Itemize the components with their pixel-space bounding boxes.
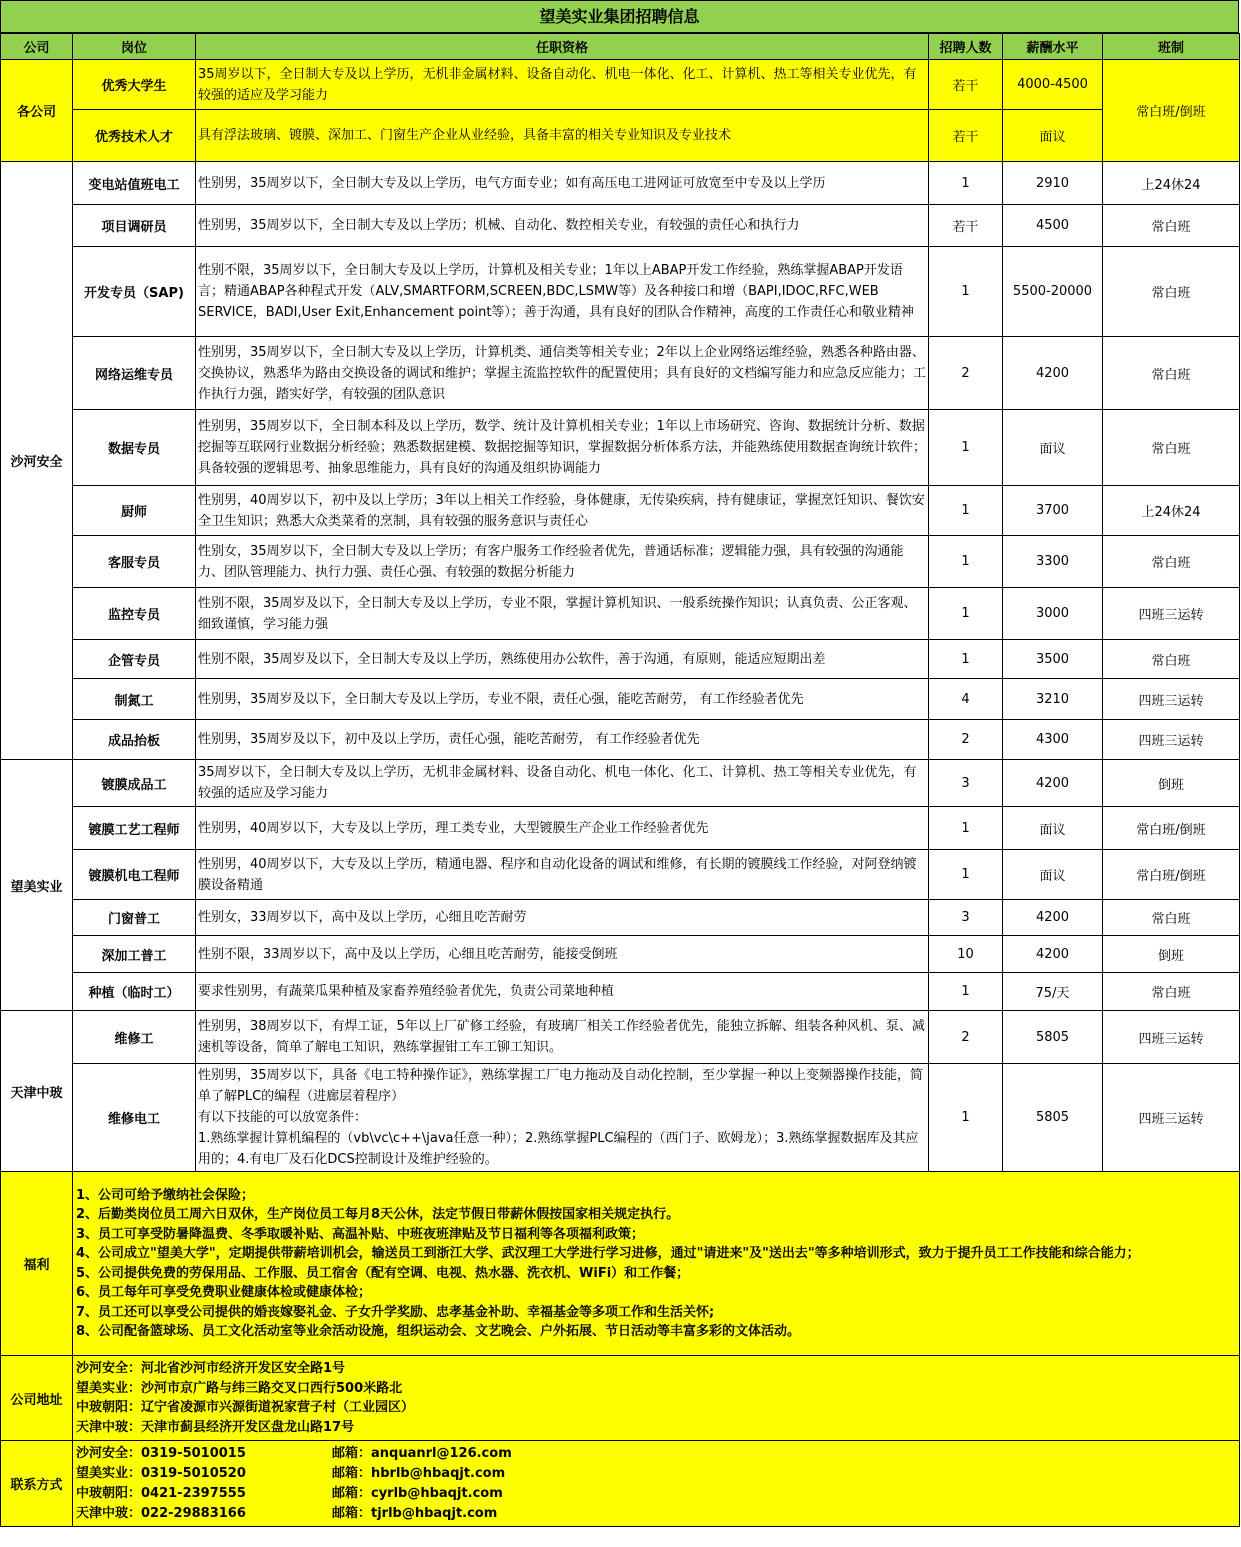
requirements-cell: 性别男，35周岁及以下，初中及以上学历，责任心强，能吃苦耐劳， 有工作经验者优先 [196, 720, 929, 760]
benefits-label: 福利 [1, 1172, 73, 1356]
requirements-cell: 性别男，40周岁以下，大专及以上学历，理工类专业，大型镀膜生产企业工作经验者优先 [196, 807, 929, 850]
requirements-cell: 性别男，35周岁以下，全日制大专及以上学历，电气方面专业；如有高压电工进网证可放宽至中专及以上学历 [196, 162, 929, 205]
salary-cell: 3500 [1003, 640, 1103, 679]
count-cell: 1 [929, 410, 1003, 486]
requirements-cell: 具有浮法玻璃、镀膜、深加工、门窗生产企业从业经验，具备丰富的相关专业知识及专业技术 [196, 110, 929, 162]
shift-cell: 常白班 [1103, 337, 1240, 410]
table-row [1, 1011, 1240, 1064]
count-cell: 若干 [929, 110, 1003, 162]
position-cell: 镀膜工艺工程师 [73, 807, 196, 850]
table-row [1, 337, 1240, 410]
position-cell: 镀膜成品工 [73, 760, 196, 807]
salary-cell: 5805 [1003, 1064, 1103, 1172]
benefit-item: 3、员工可享受防暑降温费、冬季取暖补贴、高温补贴、中班夜班津贴及节日福利等各项福利政策； [76, 1226, 645, 1242]
company-cell: 各公司 [1, 60, 73, 162]
table-row [1, 410, 1240, 486]
salary-cell: 4300 [1003, 720, 1103, 760]
contact-email[interactable]: 邮箱：anquanrl@126.com [332, 1445, 512, 1461]
position-cell: 优秀技术人才 [73, 110, 196, 162]
requirements-cell: 35周岁以下，全日制大专及以上学历，无机非金属材料、设备自动化、机电一体化、化工、计算机、热工等相关专业优先，有较强的适应及学习能力 [196, 760, 929, 807]
requirements-cell: 性别男，35周岁以下，全日制大专及以上学历，计算机类、通信类等相关专业；2年以上企业网络运维经验，熟悉各种路由器、交换协议，熟悉华为路由交换设备的调试和维护；掌握主流监控软件的配置使用；具有良好的文档编写能力和应急反应能力；工作执行力强，踏实好学，有较强的团队意识 [196, 337, 929, 410]
address-list [73, 1356, 1240, 1441]
requirements-cell: 要求性别男，有蔬菜瓜果种植及家畜养殖经验者优先，负责公司菜地种植 [196, 973, 929, 1011]
address-label: 公司地址 [1, 1356, 73, 1441]
address-item: 望美实业：沙河市京广路与纬三路交叉口西行500米路北 [76, 1380, 403, 1396]
benefit-item: 8、公司配备篮球场、员工文化活动室等业余活动设施，组织运动会、文艺晚会、户外拓展、节日活动等丰富多彩的文体活动。 [76, 1324, 801, 1339]
requirements-cell: 性别男，35周岁以下，全日制大专及以上学历；机械、自动化、数控相关专业，有较强的责任心和执行力 [196, 205, 929, 247]
salary-cell: 4200 [1003, 337, 1103, 410]
contact-phone: 望美实业：0319-5010520 [76, 1465, 246, 1481]
count-cell: 3 [929, 900, 1003, 936]
count-cell: 1 [929, 807, 1003, 850]
table-row [1, 205, 1240, 247]
count-cell: 1 [929, 247, 1003, 337]
contact-email[interactable]: 邮箱：hbrlb@hbaqjt.com [332, 1465, 506, 1481]
shift-cell: 上24休24 [1103, 162, 1240, 205]
shift-cell: 四班三运转 [1103, 588, 1240, 640]
table-row [1, 900, 1240, 936]
contact-phone: 沙河安全：0319-5010015 [76, 1445, 246, 1461]
count-cell: 2 [929, 1011, 1003, 1064]
count-cell: 若干 [929, 60, 1003, 110]
salary-cell: 面议 [1003, 410, 1103, 486]
salary-cell: 3700 [1003, 486, 1103, 536]
salary-cell: 4000-4500 [1003, 60, 1103, 110]
company-cell: 天津中玻 [1, 1011, 73, 1172]
position-cell: 维修电工 [73, 1064, 196, 1172]
shift-cell: 倒班 [1103, 760, 1240, 807]
requirements-cell: 性别不限，35周岁以下，全日制大专及以上学历，计算机及相关专业；1年以上ABAP开发工作经验，熟练掌握ABAP开发语言；精通ABAP各种程式开发（ALV,SMARTFORM,SCREEN,BDC,LSMW等）及各种接口和增（BAPI,IDOC,RFC,WEB SERVICE，BADI,User Exit,Enhancement point等）；善于沟通，具有良好的团队合作精神，高度的工作责任心和敬业精神 [196, 247, 929, 337]
requirements-cell: 性别男，40周岁以下，初中及以上学历；3年以上相关工作经验，身体健康，无传染疾病，持有健康证，掌握烹饪知识、餐饮安全卫生知识；熟悉大众类菜肴的烹制，具有较强的服务意识与责任心 [196, 486, 929, 536]
count-cell: 1 [929, 640, 1003, 679]
position-cell: 客服专员 [73, 536, 196, 588]
salary-cell: 3000 [1003, 588, 1103, 640]
shift-cell: 常白班 [1103, 536, 1240, 588]
requirements-cell: 35周岁以下，全日制大专及以上学历，无机非金属材料、设备自动化、机电一体化、化工、计算机、热工等相关专业优先，有较强的适应及学习能力 [196, 60, 929, 110]
salary-cell: 3210 [1003, 679, 1103, 720]
position-cell: 监控专员 [73, 588, 196, 640]
shift-cell: 上24休24 [1103, 486, 1240, 536]
position-cell: 种植（临时工） [73, 973, 196, 1011]
recruitment-table [0, 33, 1240, 1527]
benefits-section [1, 1172, 1240, 1527]
requirements-cell: 性别男，35周岁以下，具备《电工特种操作证》，熟练掌握工厂电力拖动及自动化控制，至少掌握一种以上变频器操作技能，简单了解PLC的编程（进廊层着程序） 有以下技能的可以放宽条件： 1.熟练掌握计算机编程的（vb\vc\c++\java任意一种）；2.熟练掌握PLC编程的（西门子、欧姆龙）；3.熟练掌握数据库及其应用的；4.有电厂及石化DCS控制设计及维护经验的。 [196, 1064, 929, 1172]
requirements-cell: 性别男，38周岁以下，有焊工证，5年以上厂矿修工经验，有玻璃厂相关工作经验者优先，能独立拆解、组装各种风机、泵、减速机等设备，简单了解电工知识，熟练掌握钳工车工铆工知识。 [196, 1011, 929, 1064]
table-row [1, 247, 1240, 337]
benefit-item: 1、公司可给予缴纳社会保险； [76, 1187, 255, 1203]
position-cell: 项目调研员 [73, 205, 196, 247]
salary-cell: 75/天 [1003, 973, 1103, 1011]
position-cell: 镀膜机电工程师 [73, 850, 196, 900]
contact-item [76, 1504, 1237, 1524]
table-row [1, 679, 1240, 720]
salary-cell: 5805 [1003, 1011, 1103, 1064]
contact-phone: 天津中玻：022-29883166 [76, 1505, 246, 1521]
salary-cell: 面议 [1003, 110, 1103, 162]
count-cell: 3 [929, 760, 1003, 807]
shift-cell: 常白班 [1103, 205, 1240, 247]
count-cell: 1 [929, 162, 1003, 205]
table-row [1, 760, 1240, 807]
contact-item [76, 1484, 1237, 1504]
address-item: 天津中玻：天津市蓟县经济开发区盘龙山路17号 [76, 1419, 355, 1435]
shift-cell: 倒班 [1103, 936, 1240, 973]
salary-cell: 2910 [1003, 162, 1103, 205]
salary-cell: 5500-20000 [1003, 247, 1103, 337]
shift-cell: 常白班 [1103, 900, 1240, 936]
shift-cell: 四班三运转 [1103, 679, 1240, 720]
shift-cell: 四班三运转 [1103, 1064, 1240, 1172]
position-cell: 变电站值班电工 [73, 162, 196, 205]
shift-cell: 常白班 [1103, 640, 1240, 679]
salary-cell: 4200 [1003, 760, 1103, 807]
salary-cell: 4200 [1003, 936, 1103, 973]
position-cell: 开发专员（SAP) [73, 247, 196, 337]
position-cell: 成品抬板 [73, 720, 196, 760]
benefit-item: 5、公司提供免费的劳保用品、工作服、员工宿舍（配有空调、电视、热水器、洗衣机、WiFi）和工作餐； [76, 1265, 690, 1281]
count-cell: 1 [929, 486, 1003, 536]
count-cell: 1 [929, 973, 1003, 1011]
table-row [1, 162, 1240, 205]
count-cell: 2 [929, 337, 1003, 410]
count-cell: 2 [929, 720, 1003, 760]
company-cell: 望美实业 [1, 760, 73, 1011]
header-shift: 班制 [1103, 34, 1240, 60]
salary-cell: 4200 [1003, 900, 1103, 936]
count-cell: 10 [929, 936, 1003, 973]
position-cell: 企管专员 [73, 640, 196, 679]
contact-email[interactable]: 邮箱：cyrlb@hbaqjt.com [332, 1485, 503, 1501]
table-row [1, 720, 1240, 760]
position-cell: 优秀大学生 [73, 60, 196, 110]
requirements-cell: 性别女，33周岁以下，高中及以上学历，心细且吃苦耐劳 [196, 900, 929, 936]
count-cell: 若干 [929, 205, 1003, 247]
count-cell: 1 [929, 588, 1003, 640]
position-cell: 门窗普工 [73, 900, 196, 936]
position-cell: 制氮工 [73, 679, 196, 720]
address-item: 中玻朝阳：辽宁省凌源市兴源街道祝家营子村（工业园区） [76, 1400, 415, 1415]
contact-email[interactable]: 邮箱：tjrlb@hbaqjt.com [332, 1505, 498, 1521]
shift-cell: 常白班/倒班 [1103, 807, 1240, 850]
requirements-cell: 性别男，35周岁及以下，全日制大专及以上学历，专业不限，责任心强，能吃苦耐劳， 有工作经验者优先 [196, 679, 929, 720]
table-row [1, 588, 1240, 640]
salary-cell: 面议 [1003, 850, 1103, 900]
header-requirements: 任职资格 [196, 34, 929, 60]
shift-cell: 四班三运转 [1103, 720, 1240, 760]
requirements-cell: 性别不限，35周岁及以下，全日制大专及以上学历，熟练使用办公软件，善于沟通，有原则，能适应短期出差 [196, 640, 929, 679]
shift-cell: 常白班/倒班 [1103, 850, 1240, 900]
shift-cell: 常白班/倒班 [1103, 60, 1240, 162]
benefit-item: 2、后勤类岗位员工周六日双休，生产岗位员工每月8天公休，法定节假日带薪休假按国家相关规定执行。 [76, 1207, 680, 1222]
position-cell: 深加工普工 [73, 936, 196, 973]
benefits-list [73, 1172, 1240, 1356]
count-cell: 1 [929, 536, 1003, 588]
table-row [1, 60, 1240, 110]
contact-list [73, 1441, 1240, 1527]
benefit-item: 7、员工还可以享受公司提供的婚丧嫁娶礼金、子女升学奖励、忠孝基金补助、幸福基金等多项工作和生活关怀; [76, 1304, 715, 1320]
address-item: 沙河安全：河北省沙河市经济开发区安全路1号 [76, 1361, 346, 1376]
header-salary: 薪酬水平 [1003, 34, 1103, 60]
position-cell: 维修工 [73, 1011, 196, 1064]
table-row [1, 807, 1240, 850]
contact-item [76, 1444, 1237, 1464]
table-row [1, 486, 1240, 536]
position-cell: 数据专员 [73, 410, 196, 486]
shift-cell: 常白班 [1103, 973, 1240, 1011]
benefit-item: 6、员工每年可享受免费职业健康体检或健康体检； [76, 1285, 372, 1300]
sheet-title: 望美实业集团招聘信息 [0, 0, 1239, 33]
count-cell: 4 [929, 679, 1003, 720]
table-row [1, 936, 1240, 973]
position-cell: 网络运维专员 [73, 337, 196, 410]
salary-cell: 面议 [1003, 807, 1103, 850]
shift-cell: 四班三运转 [1103, 1011, 1240, 1064]
requirements-cell: 性别男，35周岁以下，全日制本科及以上学历，数学、统计及计算机相关专业；1年以上市场研究、咨询、数据统计分析、数据挖掘等互联网行业数据分析经验；熟悉数据建模、数据挖掘等知识，掌握数据分析体系方法，并能熟练使用数据查询统计软件；具备较强的逻辑思考、抽象思维能力，具有良好的沟通及组织协调能力 [196, 410, 929, 486]
table-row [1, 850, 1240, 900]
shift-cell: 常白班 [1103, 410, 1240, 486]
contact-item [76, 1464, 1237, 1484]
position-cell: 厨师 [73, 486, 196, 536]
benefit-item: 4、公司成立"望美大学"，定期提供带薪培训机会，输送员工到浙江大学、武汉理工大学进行学习进修，通过"请进来"及"送出去"等多种培训形式，致力于提升员工工作技能和综合能力； [76, 1246, 1140, 1261]
requirements-cell: 性别不限，33周岁以下，高中及以上学历，心细且吃苦耐劳，能接受倒班 [196, 936, 929, 973]
count-cell: 1 [929, 1064, 1003, 1172]
contact-label: 联系方式 [1, 1441, 73, 1527]
salary-cell: 3300 [1003, 536, 1103, 588]
contact-phone: 中玻朝阳：0421-2397555 [76, 1485, 246, 1501]
shift-cell: 常白班 [1103, 247, 1240, 337]
table-row [1, 640, 1240, 679]
company-cell: 沙河安全 [1, 162, 73, 760]
header-position: 岗位 [73, 34, 196, 60]
table-row [1, 110, 1240, 162]
salary-cell: 4500 [1003, 205, 1103, 247]
table-row [1, 536, 1240, 588]
requirements-cell: 性别男，40周岁以下，大专及以上学历，精通电器、程序和自动化设备的调试和维修，有长期的镀膜线工作经验，对阿登纳镀膜设备精通 [196, 850, 929, 900]
table-row [1, 1064, 1240, 1172]
header-company: 公司 [1, 34, 73, 60]
requirements-cell: 性别不限，35周岁及以下，全日制大专及以上学历，专业不限，掌握计算机知识、一般系统操作知识；认真负责、公正客观、细致谨慎，学习能力强 [196, 588, 929, 640]
table-row [1, 973, 1240, 1011]
header-row [1, 34, 1240, 60]
count-cell: 1 [929, 850, 1003, 900]
requirements-cell: 性别女，35周岁以下，全日制大专及以上学历；有客户服务工作经验者优先，普通话标准；逻辑能力强，具有较强的沟通能力、团队管理能力、执行力强、责任心强、有较强的数据分析能力 [196, 536, 929, 588]
header-count: 招聘人数 [929, 34, 1003, 60]
